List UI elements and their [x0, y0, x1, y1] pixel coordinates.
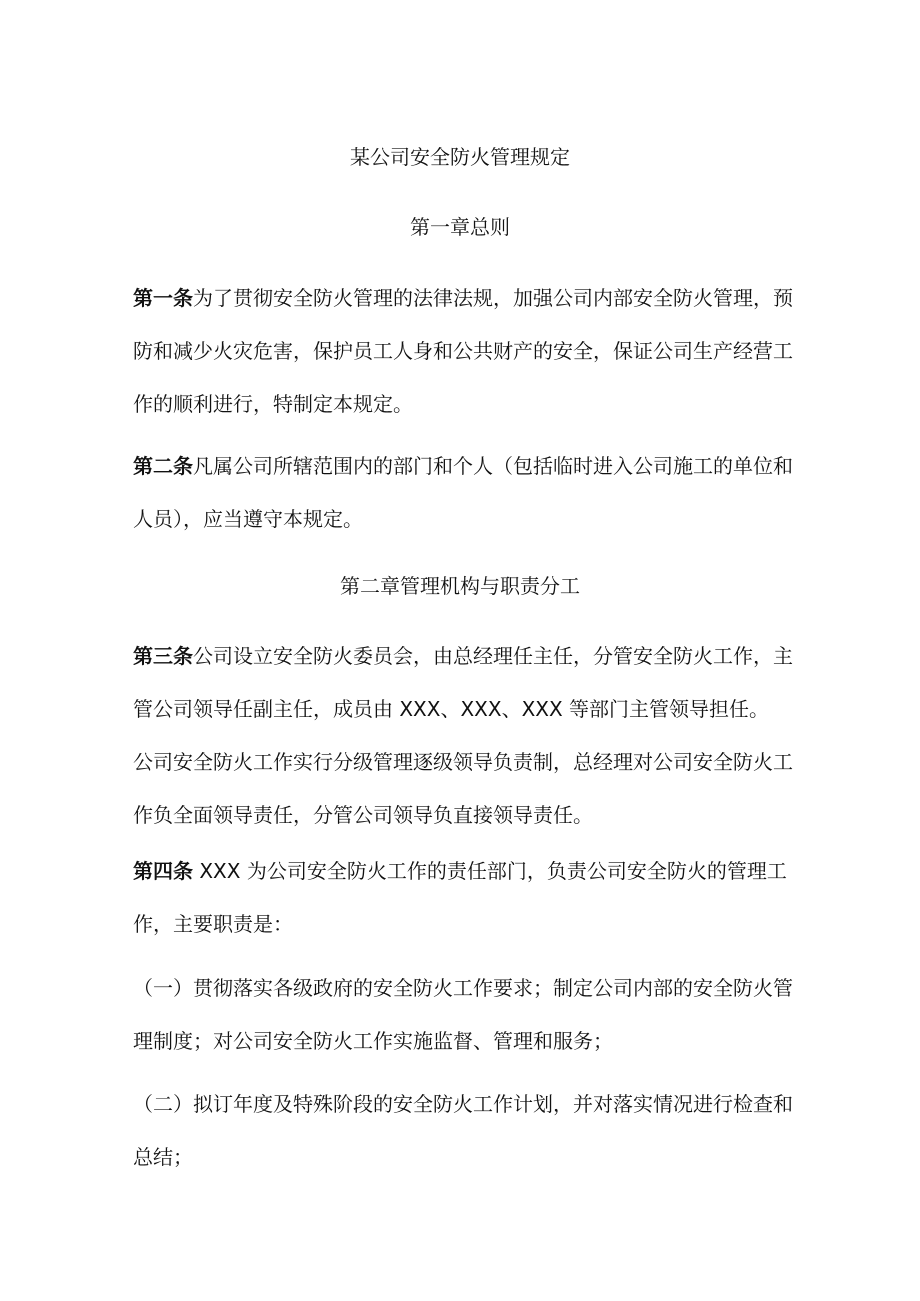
article-1	[133, 272, 798, 431]
article-2-label: 第二条	[133, 454, 193, 478]
article-3-text-1: 公司设立安全防火委员会，由总经理任主任，分管安全防火工作，主	[193, 644, 793, 668]
article-3-line-2: 管公司领导任副主任，成员由 XXX、XXX、XXX 等部门主管领导担任。	[133, 697, 770, 721]
duty-item-2-line-1: （二）拟订年度及特殊阶段的安全防火工作计划，并对落实情况进行检查和	[133, 1092, 793, 1116]
duty-item-2-line-2: 总结；	[133, 1145, 193, 1169]
article-1-line-2: 防和减少火灾危害，保护员工人身和公共财产的安全，保证公司生产经营工	[133, 339, 793, 363]
article-3	[133, 630, 798, 842]
article-1-line-3: 作的顺利进行，特制定本规定。	[133, 392, 413, 416]
document-title: 某公司安全防火管理规定	[350, 145, 570, 169]
article-1-line-1	[133, 272, 798, 325]
article-4	[133, 845, 798, 951]
article-2-text-1: 凡属公司所辖范围内的部门和个人（包括临时进入公司施工的单位和	[193, 454, 793, 478]
duty-item-1	[133, 962, 798, 1068]
duty-item-1-line-2: 理制度；对公司安全防火工作实施监督、管理和服务；	[133, 1029, 613, 1053]
article-2-line-1	[133, 440, 798, 493]
article-3-line-4: 作负全面领导责任，分管公司领导负直接领导责任。	[133, 803, 593, 827]
article-4-line-2: 作，主要职责是：	[133, 912, 293, 936]
article-2	[133, 440, 798, 546]
article-4-label: 第四条	[133, 859, 193, 883]
article-3-line-3: 公司安全防火工作实行分级管理逐级领导负责制，总经理对公司安全防火工	[133, 750, 793, 774]
article-1-text-1: 为了贯彻安全防火管理的法律法规，加强公司内部安全防火管理，预	[193, 286, 793, 310]
article-3-line-1	[133, 630, 798, 683]
chapter-1-heading: 第一章总则	[410, 215, 510, 239]
article-4-line-1	[133, 845, 798, 898]
chapter-2-heading: 第二章管理机构与职责分工	[340, 574, 580, 598]
article-4-text-1: XXX 为公司安全防火工作的责任部门，负责公司安全防火的管理工	[193, 859, 787, 883]
duty-item-1-line-1: （一）贯彻落实各级政府的安全防火工作要求；制定公司内部的安全防火管	[133, 976, 793, 1000]
article-1-label: 第一条	[133, 286, 193, 310]
article-2-line-2: 人员），应当遵守本规定。	[133, 507, 363, 531]
article-3-label: 第三条	[133, 644, 193, 668]
duty-item-2	[133, 1078, 798, 1184]
